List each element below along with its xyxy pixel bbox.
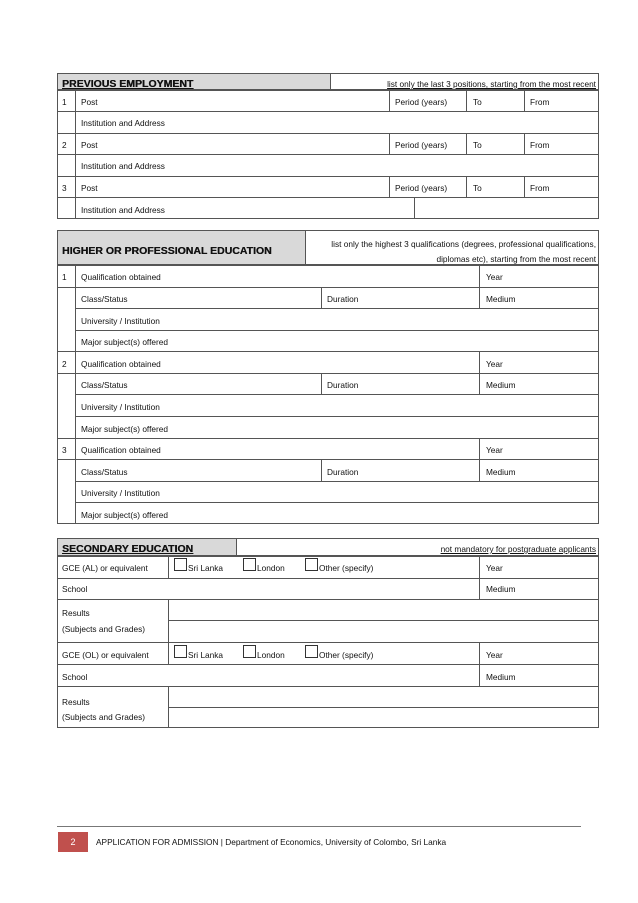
employment-post-label: Post: [81, 140, 98, 150]
qualification-row-number: 1: [62, 272, 67, 282]
al-other-checkbox[interactable]: [305, 558, 318, 571]
higher-education-title: HIGHER OR PROFESSIONAL EDUCATION: [62, 245, 272, 257]
employment-period-label: Period (years): [395, 97, 448, 107]
al-srilanka-checkbox[interactable]: [174, 558, 187, 571]
al-medium-label: Medium: [486, 584, 516, 594]
al-srilanka-label: Sri Lanka: [188, 563, 224, 573]
page-number: 2: [58, 832, 88, 852]
medium-label: Medium: [486, 380, 516, 390]
footer-text: APPLICATION FOR ADMISSION | Department of Economics, University of Colombo, Sri Lanka: [96, 837, 447, 847]
employment-title: PREVIOUS EMPLOYMENT: [62, 78, 194, 90]
qualification-row-number: 3: [62, 445, 67, 455]
year-label: Year: [486, 359, 503, 369]
employment-row-number: 1: [62, 97, 67, 107]
employment-period-label: Period (years): [395, 183, 448, 193]
employment-to-label: To: [473, 140, 482, 150]
employment-row-number: 2: [62, 140, 67, 150]
employment-to-label: To: [473, 183, 482, 193]
university-label: University / Institution: [81, 488, 160, 498]
qualification-label: Qualification obtained: [81, 272, 161, 282]
al-other-label: Other (specify): [319, 563, 374, 573]
al-results-label: Results: [62, 608, 90, 618]
university-label: University / Institution: [81, 402, 160, 412]
ol-srilanka-label: Sri Lanka: [188, 650, 224, 660]
employment-period-label: Period (years): [395, 140, 448, 150]
subjects-label: Major subject(s) offered: [81, 424, 168, 434]
higher-education-note-line2: diplomas etc), starting from the most recent: [436, 254, 596, 264]
year-label: Year: [486, 445, 503, 455]
duration-label: Duration: [327, 467, 359, 477]
ol-london-label: London: [257, 650, 285, 660]
employment-note: list only the last 3 positions, starting from the most recent: [387, 79, 596, 89]
secondary-note: not mandatory for postgraduate applicants: [440, 544, 596, 554]
employment-post-input[interactable]: [100, 134, 388, 153]
ol-medium-label: Medium: [486, 672, 516, 682]
medium-label: Medium: [486, 294, 516, 304]
employment-institution-label: Institution and Address: [81, 118, 165, 128]
ol-london-checkbox[interactable]: [243, 645, 256, 658]
employment-to-label: To: [473, 97, 482, 107]
ol-results-sublabel: (Subjects and Grades): [62, 712, 146, 722]
al-year-label: Year: [486, 563, 503, 573]
class-status-label: Class/Status: [81, 380, 128, 390]
higher-education-note-line1: list only the highest 3 qualifications (degrees, professional qualifications,: [331, 239, 596, 249]
subjects-label: Major subject(s) offered: [81, 337, 168, 347]
class-status-label: Class/Status: [81, 294, 128, 304]
qualification-label: Qualification obtained: [81, 359, 161, 369]
al-london-label: London: [257, 563, 285, 573]
ol-results-input[interactable]: [169, 687, 598, 706]
ol-other-checkbox[interactable]: [305, 645, 318, 658]
employment-institution-input[interactable]: [170, 112, 598, 132]
duration-label: Duration: [327, 294, 359, 304]
ol-school-label: School: [62, 672, 88, 682]
employment-post-input[interactable]: [100, 91, 388, 110]
ol-year-label: Year: [486, 650, 503, 660]
year-label: Year: [486, 272, 503, 282]
gce-ol-label: GCE (OL) or equivalent: [62, 650, 149, 660]
employment-from-label: From: [530, 97, 550, 107]
employment-from-label: From: [530, 140, 550, 150]
qualification-row-number: 2: [62, 359, 67, 369]
employment-post-input[interactable]: [100, 177, 388, 196]
employment-institution-input[interactable]: [170, 155, 598, 175]
employment-from-label: From: [530, 183, 550, 193]
qualification-label: Qualification obtained: [81, 445, 161, 455]
ol-results-input[interactable]: [169, 708, 598, 727]
employment-institution-label: Institution and Address: [81, 205, 165, 215]
ol-srilanka-checkbox[interactable]: [174, 645, 187, 658]
subjects-label: Major subject(s) offered: [81, 510, 168, 520]
ol-other-label: Other (specify): [319, 650, 374, 660]
ol-results-label: Results: [62, 697, 90, 707]
employment-institution-input[interactable]: [170, 198, 413, 218]
employment-post-label: Post: [81, 97, 98, 107]
gce-al-label: GCE (AL) or equivalent: [62, 563, 148, 573]
footer-divider: [57, 826, 581, 827]
al-london-checkbox[interactable]: [243, 558, 256, 571]
employment-row-number: 3: [62, 183, 67, 193]
al-school-label: School: [62, 584, 88, 594]
al-results-input[interactable]: [169, 600, 598, 620]
university-label: University / Institution: [81, 316, 160, 326]
medium-label: Medium: [486, 467, 516, 477]
class-status-label: Class/Status: [81, 467, 128, 477]
al-results-input[interactable]: [169, 621, 598, 641]
employment-post-label: Post: [81, 183, 98, 193]
al-results-sublabel: (Subjects and Grades): [62, 624, 146, 634]
employment-institution-label: Institution and Address: [81, 161, 165, 171]
secondary-title: SECONDARY EDUCATION: [62, 543, 194, 555]
duration-label: Duration: [327, 380, 359, 390]
